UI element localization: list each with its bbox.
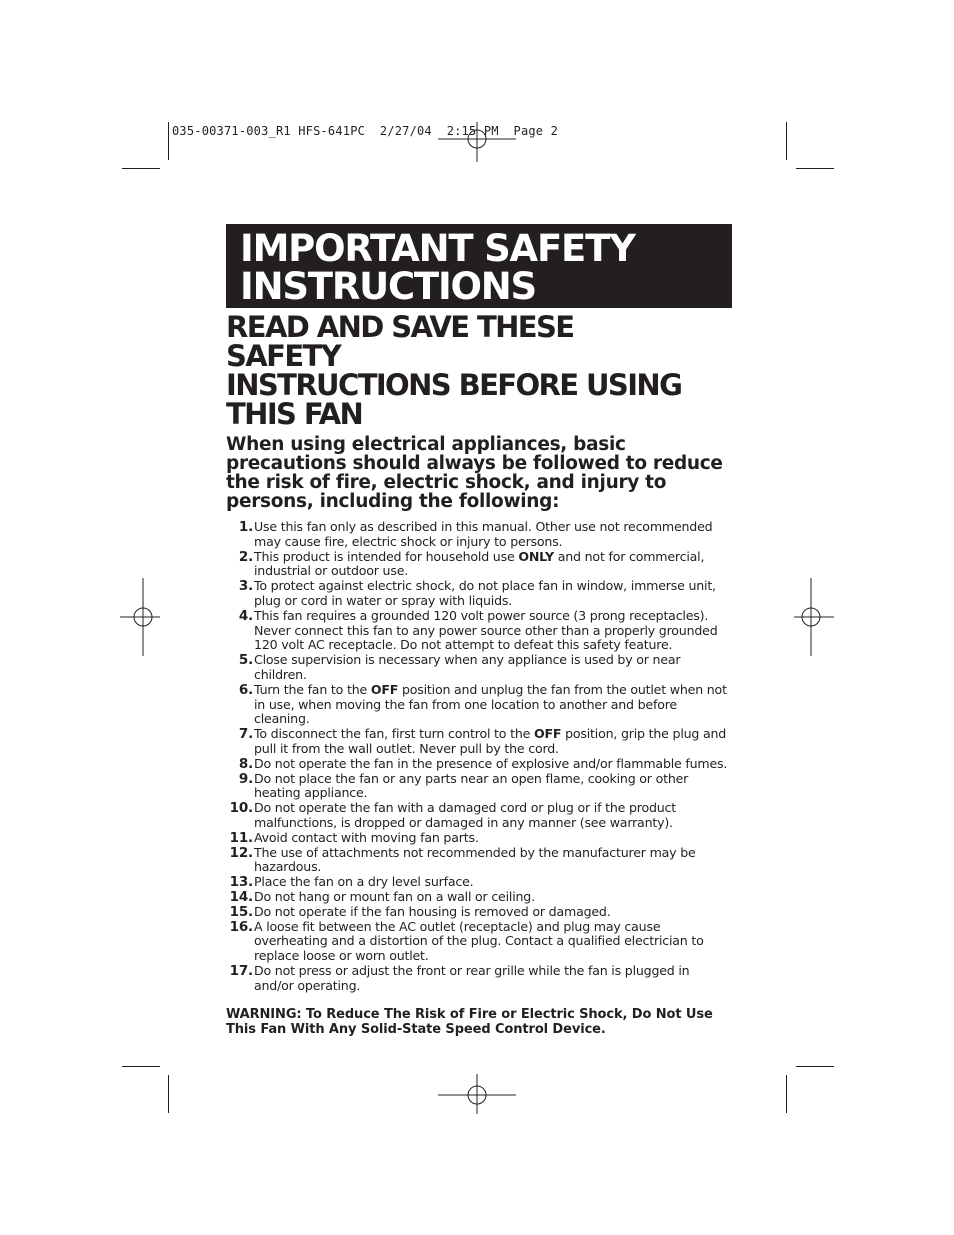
instruction-text	[254, 520, 732, 550]
instruction-item	[226, 964, 732, 994]
instruction-emphasis: OFF	[370, 681, 399, 697]
instruction-item	[226, 727, 732, 757]
instruction-number: 9.	[238, 770, 253, 787]
instruction-number: 8.	[238, 755, 253, 772]
instruction-number: 1.	[238, 519, 253, 535]
instruction-text	[254, 550, 732, 580]
crop-mark-top-right-horizontal	[796, 168, 834, 169]
instruction-item	[226, 890, 732, 905]
subheading-line-2: INSTRUCTIONS BEFORE USING	[226, 368, 682, 402]
crop-mark-bottom-right-horizontal	[796, 1066, 834, 1067]
registration-mark-left	[120, 578, 160, 656]
intro-line-2: precautions should always be followed to reduce	[226, 453, 723, 474]
instruction-item	[226, 653, 732, 683]
crop-mark-bottom-left-vertical	[168, 1075, 169, 1113]
instruction-text-segment: and not for commercial, industrial or outdoor use.	[254, 548, 705, 579]
instruction-text	[254, 905, 732, 920]
instruction-number: 5.	[238, 652, 253, 669]
instruction-text-segment: Avoid contact with moving fan parts.	[254, 829, 479, 845]
instruction-item	[226, 801, 732, 831]
instruction-number: 17.	[229, 962, 253, 979]
title-line-2: INSTRUCTIONS	[240, 265, 536, 308]
instruction-number: 6.	[238, 681, 253, 698]
instruction-number: 11.	[229, 829, 253, 846]
instruction-text	[254, 727, 732, 757]
subheading-line-1: READ AND SAVE THESE SAFETY	[226, 310, 574, 373]
subheading-line-3: THIS FAN	[226, 397, 363, 431]
instruction-emphasis: ONLY	[518, 548, 554, 564]
registration-mark-top	[438, 122, 516, 162]
instruction-text-segment: Do not press or adjust the front or rear grille while the fan is plugged in and/or operating.	[254, 962, 690, 993]
registration-mark-bottom	[438, 1074, 516, 1114]
instruction-number: 15.	[229, 903, 253, 920]
intro-line-1: When using electrical appliances, basic	[226, 434, 626, 455]
instruction-item	[226, 846, 732, 876]
crop-mark-top-right-vertical	[786, 122, 787, 160]
instruction-item	[226, 609, 732, 653]
instruction-text-segment: position, grip the plug and pull it from the wall outlet. Never pull by the cord.	[254, 726, 727, 756]
instruction-text-segment: The use of attachments not recommended by the manufacturer may be hazardous.	[254, 844, 696, 875]
intro-paragraph	[226, 435, 732, 511]
instruction-text-segment: Do not operate the fan with a damaged cord or plug or if the product malfunctions, is dropped or damaged in any manner (see warranty).	[254, 800, 677, 830]
warning-notice	[226, 1007, 732, 1038]
instruction-item	[226, 920, 732, 964]
crop-mark-top-left-vertical	[168, 122, 169, 160]
instruction-number: 14.	[229, 888, 253, 905]
title-banner	[226, 224, 732, 308]
instruction-text-segment: To disconnect the fan, first turn control to the	[254, 726, 534, 742]
intro-line-3: the risk of fire, electric shock, and injury to	[226, 472, 667, 493]
instruction-text	[254, 801, 732, 831]
instruction-text-segment: A loose fit between the AC outlet (receptacle) and plug may cause overheating and a distortion of the plug. Contact a qualified electrician to replace loose or worn outlet.	[254, 918, 704, 964]
instruction-number: 12.	[229, 844, 253, 861]
instruction-text	[254, 964, 732, 994]
instruction-text-segment: position and unplug the fan from the outlet when not in use, when moving the fan from one location to another and before cleaning.	[254, 681, 727, 727]
instruction-text-segment: Close supervision is necessary when any appliance is used by or near children.	[254, 652, 681, 682]
instruction-item	[226, 875, 732, 890]
instruction-text-segment: This product is intended for household use	[254, 548, 519, 564]
instruction-number: 2.	[238, 548, 253, 565]
instruction-item	[226, 520, 732, 550]
instruction-text	[254, 890, 732, 905]
instruction-item	[226, 550, 732, 580]
instruction-number: 4.	[238, 607, 253, 624]
page-content	[226, 224, 732, 1038]
instruction-text	[254, 653, 732, 683]
instruction-item	[226, 772, 732, 802]
registration-mark-right	[794, 578, 834, 656]
instruction-text	[254, 579, 732, 609]
instruction-item	[226, 579, 732, 609]
crop-mark-top-left-horizontal	[122, 168, 160, 169]
instruction-number: 3.	[238, 578, 253, 595]
warning-line-1: WARNING: To Reduce The Risk of Fire or Electric Shock, Do Not Use	[226, 1006, 713, 1022]
safety-instructions-list	[226, 520, 732, 994]
crop-mark-bottom-left-horizontal	[122, 1066, 160, 1067]
instruction-text-segment: Use this fan only as described in this manual. Other use not recommended may cause fire, electric shock or injury to persons.	[254, 519, 713, 549]
instruction-emphasis: OFF	[533, 726, 562, 742]
instruction-number: 16.	[229, 918, 253, 935]
instruction-number: 7.	[238, 726, 253, 743]
printer-slug-line: 035-00371-003_R1 HFS-641PC 2/27/04 2:15 PM Page 2	[172, 124, 559, 138]
instruction-item	[226, 905, 732, 920]
title-line-1: IMPORTANT SAFETY	[240, 227, 635, 270]
instruction-text-segment: This fan requires a grounded 120 volt power source (3 prong receptacles). Never connect this fan to any power source other than a properly grounded 120 volt AC receptacle. Do not attempt to defeat this safety feature.	[254, 607, 718, 653]
instruction-item	[226, 831, 732, 846]
instruction-text	[254, 920, 732, 964]
instruction-text-segment: Do not place the fan or any parts near an open flame, cooking or other heating appliance.	[254, 770, 689, 801]
instruction-text	[254, 683, 732, 727]
subheading	[226, 310, 696, 431]
instruction-text	[254, 609, 732, 653]
intro-line-4: persons, including the following:	[226, 491, 560, 512]
instruction-text-segment: Turn the fan to the	[254, 681, 371, 697]
instruction-number: 13.	[229, 874, 253, 891]
instruction-text	[254, 831, 732, 846]
instruction-text-segment: To protect against electric shock, do not place fan in window, immerse unit, plug or cord in water or spray with liquids.	[254, 578, 716, 608]
instruction-text-segment: Do not operate if the fan housing is removed or damaged.	[254, 903, 611, 919]
instruction-text-segment: Do not hang or mount fan on a wall or ceiling.	[254, 888, 535, 904]
instruction-text	[254, 757, 732, 772]
instruction-text	[254, 846, 732, 876]
instruction-text	[254, 875, 732, 890]
instruction-item	[226, 683, 732, 727]
crop-mark-bottom-right-vertical	[786, 1075, 787, 1113]
instruction-number: 10.	[229, 800, 253, 817]
warning-line-2: This Fan With Any Solid-State Speed Control Device.	[226, 1022, 606, 1037]
instruction-item	[226, 757, 732, 772]
instruction-text-segment: Place the fan on a dry level surface.	[254, 874, 474, 890]
instruction-text-segment: Do not operate the fan in the presence of explosive and/or flammable fumes.	[254, 755, 728, 771]
instruction-text	[254, 772, 732, 802]
